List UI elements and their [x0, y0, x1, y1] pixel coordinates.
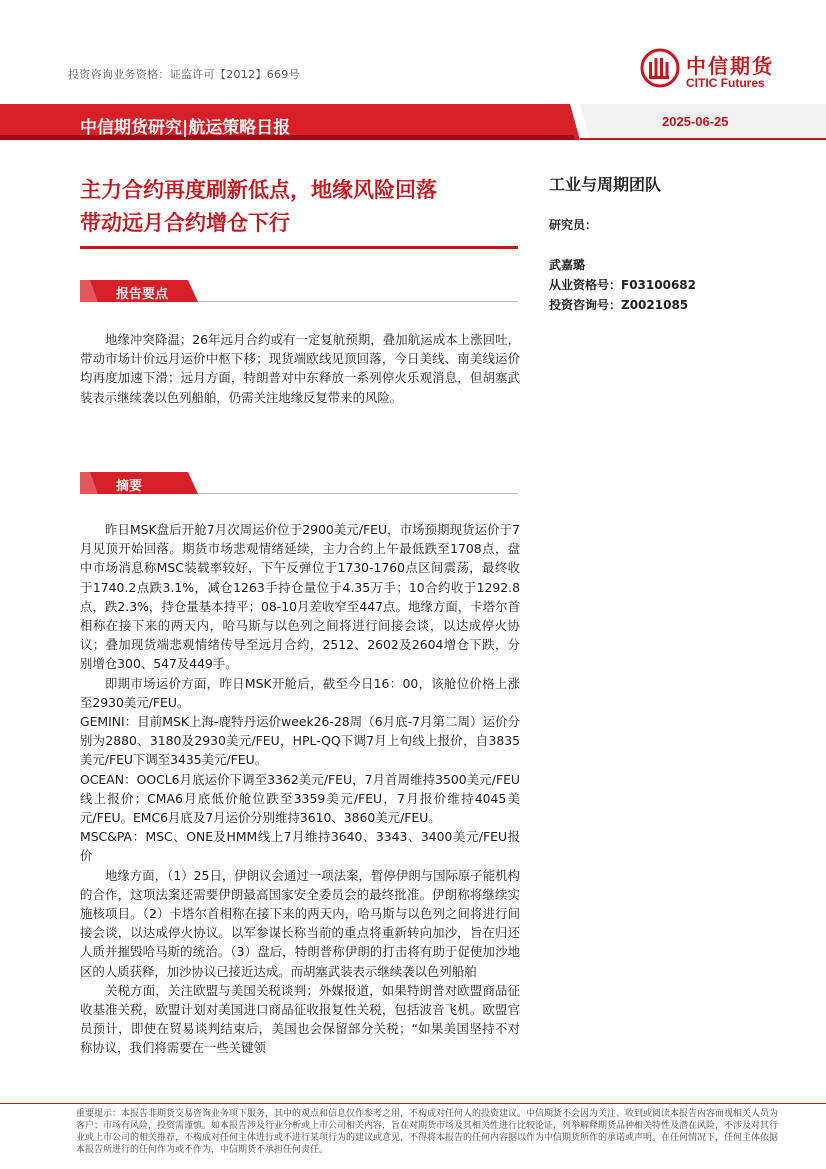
- researcher-label: 研究员：: [549, 218, 598, 232]
- footer-divider: [0, 1103, 826, 1104]
- consult-number: 投资咨询号：Z0021085: [549, 298, 689, 312]
- summary-paragraph: 即期市场运价方面，昨日MSK开舱后，截至今日16：00，该舱位价格上涨至2930美元/FEU。: [80, 675, 520, 710]
- citic-futures-logo: [640, 48, 810, 98]
- qualification-number: 从业资格号：F03100682: [549, 278, 696, 292]
- headline: [80, 174, 520, 240]
- headline-line-1: 主力合约再度刷新低点，地缘风险回落: [80, 178, 437, 202]
- citic-logo-icon: [640, 48, 680, 88]
- summary-paragraph: OCEAN：OOCL6月底运价下调至3362美元/FEU，7月首周维持3500美元/FEU线上报价；CMA6月底低价舱位跌至3359美元/FEU，7月报价维持4045美元/FEU。EMC6月底及7月运价分别维持3610、3860美元/FEU。: [80, 771, 520, 826]
- summary-paragraph: 地缘方面，（1）25日，伊朗议会通过一项法案，暂停伊朗与国际原子能机构的合作，这项法案还需要伊朗最高国家安全委员会的最终批准。伊朗称将继续实施核项目。（2）卡塔尔首相称在接下来的两天内，哈马斯与以色列之间将进行间接会谈，以达成停火协议。以军参谋长称当前的重点将重新转向加沙，旨在归还人质并摧毁哈马斯的统治。（3）盘后，特朗普称伊朗的打击将有助于促使加沙地区的人质获释，加沙协议已接近达成。而胡塞武装表示继续袭以色列船舶: [80, 867, 520, 979]
- team-name: 工业与周期团队: [549, 175, 662, 194]
- summary-paragraph: 关税方面，关注欧盟与美国关税谈判；外媒报道，如果特朗普对欧盟商品征收基准关税，欧盟计划对美国进口商品征收报复性关税，包括波音飞机。欧盟官员预计，即使在贸易谈判结束后，美国也会保留部分关税；“如果美国坚持不对称协议，我们将需要在一些关键领: [80, 982, 520, 1056]
- summary-body: [80, 520, 520, 1058]
- report-title: 中信期货研究|航运策略日报: [80, 118, 291, 138]
- key-points-text: 地缘冲突降温；26年远月合约或有一定复航预期，叠加航运成本上涨回吐，带动市场计价远月运价中枢下移；现货端欧线见顶回落，今日美线、南美线运价均再度加速下滑；远月方面，特朗普对中东释放一系列停火乐观消息，但胡塞武装表示继续袭以色列船舶，仍需关注地缘反复带来的风险。: [80, 332, 520, 405]
- logo-english-name: CITIC Futures: [686, 76, 765, 90]
- summary-paragraph: GEMINI：目前MSK上海-鹿特丹运价week26-28周（6月底-7月第二周）运价分别为2880、3180及2930美元/FEU，HPL-QQ下调7月上旬线上报价，自3835美元/FEU下调至3435美元/FEU。: [80, 714, 520, 768]
- disclaimer-text: 重要提示：本报告非期货交易咨询业务项下服务，其中的观点和信息仅作参考之用，不构成对任何人的投资建议。中信期货不会因为关注、收到或阅读本报告内容而视相关人员为客户；市场有风险，投资需谨慎。如本报告涉及行业分析或上市公司相关内容，旨在对期货市场及其相关性进行比较论证，列举解释期货品种相关特性及潜在风险，不涉及对其行业或上市公司的相关推荐，不构成对任何主体进行或不进行某项行为的建议或意见，不得将本报告的任何内容据以作为中信期货所作的承诺或声明。在任何情况下，任何主体依据本报告所进行的任何作为或不作为，中信期货不承担任何责任。: [76, 1109, 779, 1155]
- section-header-summary: [80, 472, 520, 494]
- logo-chinese-name: 中信期货: [686, 54, 774, 78]
- section-title-summary: 摘要: [116, 479, 143, 494]
- summary-paragraph: 昨日MSK盘后开舱7月次周运价位于2900美元/FEU，市场预期现货运价于7月见顶开始回落。期货市场悲观情绪延续，主力合约上午最低跌至1708点，盘中市场消息称MSC装载率较好，下午反弹位于1730-1760点区间震荡，最终收于1740.2点跌3.1%，减仓1263手持仓量位于4.35万手；10合约收于1292.8点，跌2.3%，持仓量基本持平；08-10月差收窄至447点。地缘方面，卡塔尔首相称在接下来的两天内，哈马斯与以色列之间将进行间接会谈，以达成停火协议；叠加现货端悲观情绪传导至远月合约，2512、2602及2604增仓下跌，分别增仓300、547及449手。: [80, 522, 520, 672]
- license-text: 投资咨询业务资格：证监许可【2012】669号: [68, 68, 300, 81]
- section-header-key-points: [80, 280, 520, 302]
- headline-divider: [80, 246, 518, 249]
- section-title-key-points: 报告要点: [116, 287, 169, 302]
- researcher-name: 武嘉璐: [549, 258, 586, 272]
- summary-paragraph: MSC&PA：MSC、ONE及HMM线上7月维持3640、3343、3400美元/FEU报价: [80, 829, 520, 864]
- report-date: 2025-06-25: [662, 114, 729, 129]
- headline-line-2: 带动远月合约增仓下行: [80, 211, 290, 235]
